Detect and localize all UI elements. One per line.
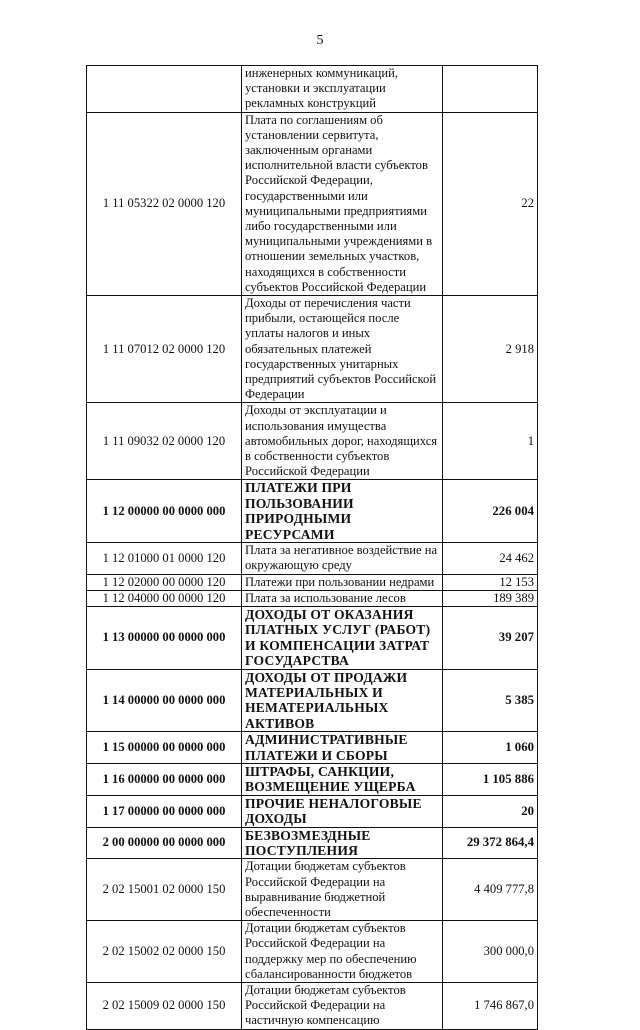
- row-code: 1 11 05322 02 0000 120: [87, 112, 242, 295]
- row-description: Доходы от эксплуатации и использования имущества автомобильных дорог, находящихся в собственности субъектов Российской Федерации: [242, 403, 443, 480]
- row-code: 1 16 00000 00 0000 000: [87, 763, 242, 795]
- row-amount: 1 746 867,0: [443, 983, 538, 1030]
- row-amount: 29 372 864,4: [443, 827, 538, 859]
- row-description: АДМИНИСТРАТИВНЫЕ ПЛАТЕЖИ И СБОРЫ: [242, 732, 443, 764]
- row-code: 2 02 15009 02 0000 150: [87, 983, 242, 1030]
- table-row: [87, 112, 538, 295]
- row-amount: [443, 66, 538, 113]
- table-row: [87, 983, 538, 1030]
- row-code: [87, 66, 242, 113]
- table-row-section: [87, 480, 538, 543]
- row-description: Доходы от перечисления части прибыли, остающейся после уплаты налогов и иных обязательных платежей государственных унитарных предприятий субъектов Российской Федерации: [242, 296, 443, 403]
- row-amount: 1: [443, 403, 538, 480]
- row-amount: 1 105 886: [443, 763, 538, 795]
- row-amount: 20: [443, 795, 538, 827]
- row-description: Дотации бюджетам субъектов Российской Федерации на выравнивание бюджетной обеспеченности: [242, 859, 443, 921]
- row-amount: 39 207: [443, 606, 538, 669]
- row-description: Дотации бюджетам субъектов Российской Федерации на поддержку мер по обеспечению сбалансированности бюджетов: [242, 921, 443, 983]
- row-code: 1 12 01000 01 0000 120: [87, 543, 242, 574]
- table-row-section: [87, 732, 538, 764]
- row-description: Плата за использование лесов: [242, 590, 443, 606]
- row-code: 2 02 15001 02 0000 150: [87, 859, 242, 921]
- table-row: [87, 590, 538, 606]
- row-amount: 2 918: [443, 296, 538, 403]
- table-row-section: [87, 795, 538, 827]
- table-row: [87, 574, 538, 590]
- row-code: 1 17 00000 00 0000 000: [87, 795, 242, 827]
- row-code: 1 12 04000 00 0000 120: [87, 590, 242, 606]
- row-description: ШТРАФЫ, САНКЦИИ, ВОЗМЕЩЕНИЕ УЩЕРБА: [242, 763, 443, 795]
- row-code: 1 13 00000 00 0000 000: [87, 606, 242, 669]
- row-code: 1 14 00000 00 0000 000: [87, 669, 242, 732]
- table-row: [87, 66, 538, 113]
- row-description: БЕЗВОЗМЕЗДНЫЕ ПОСТУПЛЕНИЯ: [242, 827, 443, 859]
- table-row: [87, 543, 538, 574]
- row-description: Плата за негативное воздействие на окружающую среду: [242, 543, 443, 574]
- row-code: 1 11 09032 02 0000 120: [87, 403, 242, 480]
- row-code: 2 02 15002 02 0000 150: [87, 921, 242, 983]
- table-row: [87, 296, 538, 403]
- row-code: 1 12 00000 00 0000 000: [87, 480, 242, 543]
- row-amount: 22: [443, 112, 538, 295]
- row-description: инженерных коммуникаций, установки и эксплуатации рекламных конструкций: [242, 66, 443, 113]
- row-amount: 12 153: [443, 574, 538, 590]
- row-code: 1 12 02000 00 0000 120: [87, 574, 242, 590]
- table-row: [87, 403, 538, 480]
- table-row-section: [87, 669, 538, 732]
- row-code: 2 00 00000 00 0000 000: [87, 827, 242, 859]
- page-number: 5: [316, 33, 324, 48]
- row-amount: 1 060: [443, 732, 538, 764]
- row-amount: 189 389: [443, 590, 538, 606]
- revenue-table: [86, 65, 538, 1030]
- row-amount: 226 004: [443, 480, 538, 543]
- row-description: Дотации бюджетам субъектов Российской Федерации на частичную компенсацию: [242, 983, 443, 1030]
- row-amount: 300 000,0: [443, 921, 538, 983]
- row-description: Платежи при пользовании недрами: [242, 574, 443, 590]
- table-row: [87, 921, 538, 983]
- row-description: ПЛАТЕЖИ ПРИ ПОЛЬЗОВАНИИ ПРИРОДНЫМИ РЕСУРСАМИ: [242, 480, 443, 543]
- row-amount: 4 409 777,8: [443, 859, 538, 921]
- row-description: ДОХОДЫ ОТ ОКАЗАНИЯ ПЛАТНЫХ УСЛУГ (РАБОТ) И КОМПЕНСАЦИИ ЗАТРАТ ГОСУДАРСТВА: [242, 606, 443, 669]
- row-code: 1 15 00000 00 0000 000: [87, 732, 242, 764]
- table-row: [87, 859, 538, 921]
- row-amount: 5 385: [443, 669, 538, 732]
- table-row-section: [87, 763, 538, 795]
- row-code: 1 11 07012 02 0000 120: [87, 296, 242, 403]
- table-row-section: [87, 827, 538, 859]
- row-description: ПРОЧИЕ НЕНАЛОГОВЫЕ ДОХОДЫ: [242, 795, 443, 827]
- row-description: ДОХОДЫ ОТ ПРОДАЖИ МАТЕРИАЛЬНЫХ И НЕМАТЕРИАЛЬНЫХ АКТИВОВ: [242, 669, 443, 732]
- row-amount: 24 462: [443, 543, 538, 574]
- row-description: Плата по соглашениям об установлении сервитута, заключенным органами исполнительной власти субъектов Российской Федерации, государственными или муниципальными предприятиями либо государственными или муниципальными учреждениями в отношении земельных участков, находящихся в собственности субъектов Российской Федерации: [242, 112, 443, 295]
- table-row-section: [87, 606, 538, 669]
